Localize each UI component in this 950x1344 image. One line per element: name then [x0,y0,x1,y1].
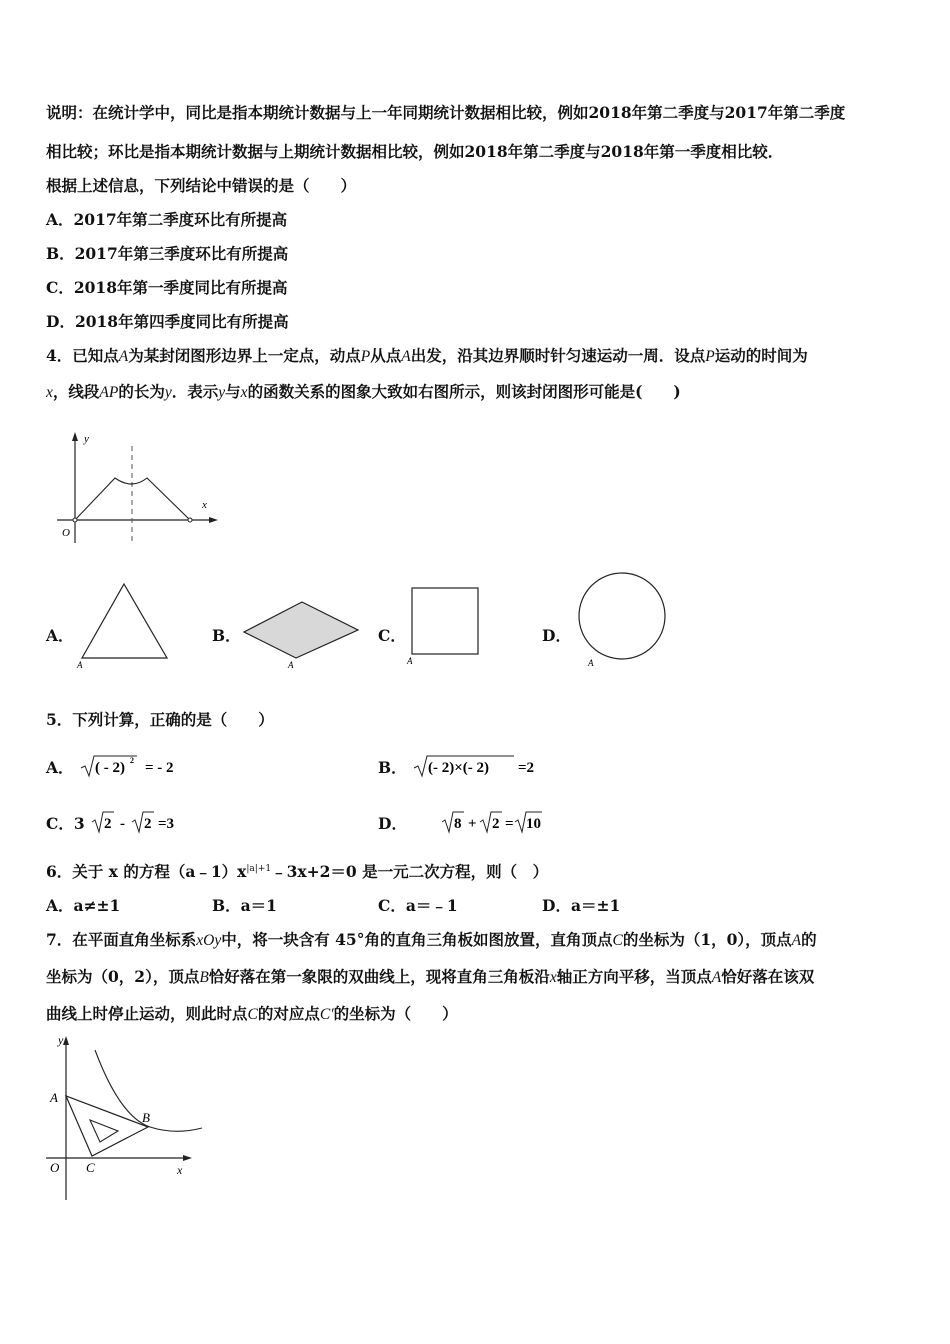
circle-shape [579,573,665,659]
note-line-2: 相比较；环比是指本期统计数据与上期统计数据相比较，例如2018年第二季度与2018年第一季度相比较． [46,142,784,161]
rhombus-shape [244,602,358,658]
point-a-label: A [50,1090,58,1105]
q6-option-b: B．a＝1 [212,896,277,915]
radicand: ( - 2) [94,760,125,776]
note-line-1: 说明：在统计学中，同比是指本期统计数据与上一年同期统计数据相比较，例如2018年第二季度与2017年第二季度 [46,103,846,122]
rad3: 10 [526,816,542,832]
triangle-vertex-label: A [77,660,83,670]
q5-option-b-expr [412,754,572,780]
q5-stem: 5．下列计算，正确的是（ ） [46,710,274,729]
y-label: y [58,1033,64,1047]
x-axis-arrow [209,517,218,523]
circle-vertex-label: A [588,658,594,668]
q3-option-d: D．2018年第四季度同比有所提高 [46,312,289,331]
x-axis-arrow [183,1155,192,1161]
q4-option-c-square [404,584,486,668]
q5-option-d-expr [412,810,542,836]
q4-option-b-rhombus [240,596,364,672]
rad1: 2 [104,816,112,832]
q7-stem-line-1: 7．在平面直角坐标系xOy中，将一块含有 45°角的直角三角板如图放置，直角顶点C的坐标为（1，0），顶点A的 [46,930,817,949]
y-axis-arrow [63,1036,69,1045]
rhs: = - 2 [144,760,174,776]
rhs: =2 [518,760,535,776]
rhs: =3 [158,816,175,832]
q3-option-a: A．2017年第二季度环比有所提高 [46,210,288,229]
q7-stem-line-3: 曲线上时停止运动，则此时点C的对应点C′的坐标为（ ） [46,1004,458,1023]
q5-option-c: C．3 2 - 2 =3 [46,810,200,836]
rad2: 2 [492,816,500,832]
question-3-stem: 根据上述信息，下列结论中错误的是（ ） [46,176,357,195]
end-point [188,518,192,522]
set-square-outer [66,1096,148,1156]
q3-option-c: C．2018年第一季度同比有所提高 [46,278,288,297]
equals: = [505,816,514,832]
q7-stem-line-2: 坐标为（0，2），顶点B恰好落在第一象限的双曲线上，现将直角三角板沿x轴正方向平移，当顶点A恰好落在该双 [46,967,815,986]
origin-label: O [50,1160,60,1175]
triangle-shape [82,584,167,658]
x-label: x [177,1163,183,1177]
exponent: 2 [129,756,134,765]
q4-option-b-label: B． [212,626,241,645]
q7-figure [40,1032,212,1204]
q4-option-a-label: A． [46,626,74,645]
q4-option-c-label: C． [378,626,406,645]
rhombus-vertex-label: A [288,660,294,670]
q5-option-b: B． (- 2)×(- 2) =2 [378,754,572,780]
rad2: 2 [144,816,152,832]
q6-stem: 6．关于 x 的方程$(a﹣1)x^{|a|+1}﹣3x+2=0$ 是一元二次方程，则（ ） [46,862,549,881]
point-c-label: C [86,1160,95,1175]
plus: + [468,816,477,832]
graph-y-label: y [84,433,89,445]
graph-origin-label: O [62,527,70,539]
q5-option-d: D． 8 + 2 = 10 [378,810,542,836]
square-vertex-label: A [407,656,413,666]
start-point [73,518,77,522]
set-square-inner [90,1120,118,1142]
graph-x-label: x [202,499,207,511]
q5-option-a: A． ( - 2) 2 = - 2 [46,754,191,780]
q6-option-d: D．a＝±1 [542,896,621,915]
q4-option-a-triangle [74,578,174,670]
point-b-label: B [142,1110,150,1125]
q6-option-c: C．a＝﹣1 [378,896,458,915]
rad1: 8 [454,816,462,832]
q5-option-a-expr [79,754,191,780]
q4-stem-line-2: x，线段AP的长为y．表示y与x的函数关系的图象大致如右图所示，则该封闭图形可能是( ) [46,382,681,401]
q4-stem-line-1: 4．已知点A为某封闭图形边界上一定点，动点P从点A出发，沿其边界顺时针匀速运动一周．设点P运动的时间为 [46,346,808,365]
q4-option-d-label: D． [542,626,571,645]
q4-option-d-circle [574,570,672,670]
q3-option-b: B．2017年第三季度环比有所提高 [46,244,289,263]
q4-function-graph [52,428,222,548]
q5-option-c-expr [90,810,200,836]
minus: - [120,816,126,832]
radicand: (- 2)×(- 2) [428,760,490,776]
y-axis-arrow [72,432,78,441]
square-shape [412,588,478,654]
q6-option-a: A．a≠±1 [46,896,121,915]
